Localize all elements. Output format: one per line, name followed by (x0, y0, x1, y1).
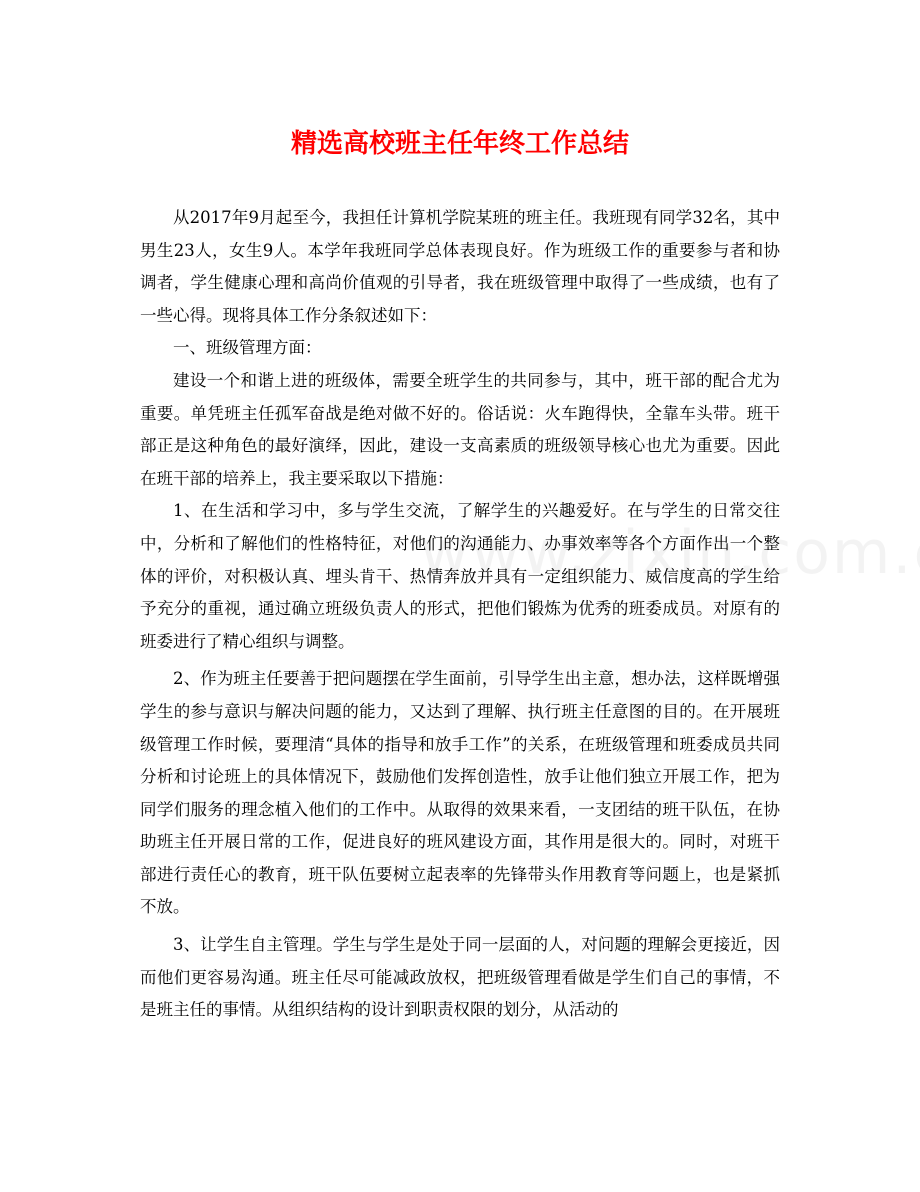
paragraph-item-2: 2、作为班主任要善于把问题摆在学生面前，引导学生出主意，想办法，这样既增强学生的参与意识与解决问题的能力，又达到了理解、执行班主任意图的目的。在开展班级管理工作时候，要理清“具体的指导和放手工作”的关系，在班级管理和班委成员共同分析和讨论班上的具体情况下，鼓励他们发挥创造性，放手让他们独立开展工作，把为同学们服务的理念植入他们的工作中。从取得的效果来看，一支团结的班干队伍，在协助班主任开展日常的工作，促进良好的班风建设方面，其作用是很大的。同时，对班干部进行责任心的教育，班干队伍要树立起表率的先锋带头作用教育等问题上，也是紧抓不放。 (140, 669, 780, 917)
paragraph-item-3: 3、让学生自主管理。学生与学生是处于同一层面的人，对问题的理解会更接近，因而他们更容易沟通。班主任尽可能减政放权，把班级管理看做是学生们自己的事情，不是班主任的事情。从组织结构的设计到职责权限的划分，从活动的 (140, 935, 780, 1020)
document-title: 精选高校班主任年终工作总结 (290, 129, 629, 159)
document-body (140, 202, 780, 1027)
paragraph-intro: 从2017年9月起至今，我担任计算机学院某班的班主任。我班现有同学32名，其中男生23人，女生9人。本学年我班同学总体表现良好。作为班级工作的重要参与者和协调者，学生健康心理和高尚价值观的引导者，我在班级管理中取得了一些成绩，也有了一些心得。现将具体工作分条叙述如下： (140, 208, 780, 325)
paragraph-item-1: 1、在生活和学习中，多与学生交流，了解学生的兴趣爱好。在与学生的日常交往中，分析和了解他们的性格特征，对他们的沟通能力、办事效率等各个方面作出一个整体的评价，对积极认真、埋头肯干、热情奔放并具有一定组织能力、威信度高的学生给予充分的重视，通过确立班级负责人的形式，把他们锻炼为优秀的班委成员。对原有的班委进行了精心组织与调整。 (140, 501, 780, 651)
section-heading-class-management: 一、班级管理方面： (173, 338, 322, 358)
paragraph-class-cadre: 建设一个和谐上进的班级体，需要全班学生的共同参与，其中，班干部的配合尤为重要。单凭班主任孤军奋战是绝对做不好的。俗话说：火车跑得快，全靠车头带。班干部正是这种角色的最好演绎，因此，建设一支高素质的班级领导核心也尤为重要。因此在班干部的培养上，我主要采取以下措施： (140, 370, 780, 488)
